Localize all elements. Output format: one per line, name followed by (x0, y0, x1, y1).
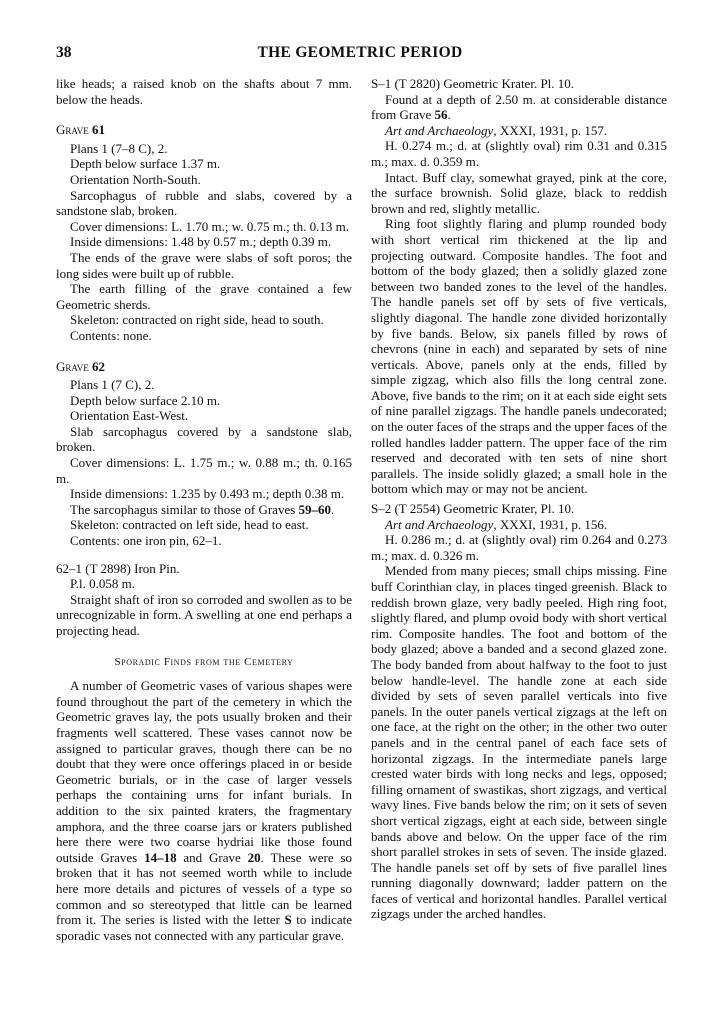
grave-61-inside: Inside dimensions: 1.48 by 0.57 m.; depth 0.39 m. (70, 234, 332, 250)
grave-61-heading: Grave 61 (56, 122, 105, 138)
running-title: THE GEOMETRIC PERIOD (257, 44, 463, 61)
grave-61-cover: Cover dimensions: L. 1.70 m.; w. 0.75 m.; th. 0.13 m. (70, 218, 350, 234)
page-number: 38 (56, 44, 72, 61)
continuation-text: like heads; a raised knob on the shafts about 7 mm. below the heads. (56, 76, 352, 107)
right-column (371, 76, 667, 922)
s1-found: Found at a depth of 2.50 m. at considerable distance from Grave 56. (371, 91, 667, 123)
sporadic-finds-text: A number of Geometric vases of various shapes were found throughout the part of the cemetery in which the Geometric graves lay, the pots usually broken and their fragments well scattered. These vases cannot now be assigned to particular graves, though there can be no doubt that they were once offerings placed in or beside Geometric burials, or in the case of larger vessels perhaps the containing urns for infant burials. In addition to the six painted kraters, the fragmentary amphora, and the three coarse jars or kraters published here there were two coarse hydriai like those found outside Graves 14–18 and Grave 20. These were so broken that it has not seemed worth while to include here more details and pictures of vessels of a type so common and so stereotyped that little can be learned from it. The series is listed with the letter S to indicate sporadic vases not connected with any particular grave. (56, 678, 353, 943)
s1-description: Ring foot slightly flaring and plump rounded body with short vertical rim thickened at the lip and projecting outward. Composite handles. The foot and bottom of the body glazed; then a solidly glazed zone between two banded zones to the level of the handles. The handle panels set off by sets of five verticals, slightly diagonal. The handle zone divided horizontally by five bands. Below, six panels filled by rows of chevrons (nine in each) and separated by sets of nine verticals. Above, panels only at the ends, filled by simple zigzag, which also fills the long central zone. Above, five bands to the rim; on it at each side eight sets of nine parallel zigzags. The handle panels undecorated; on the outer faces of the straps and the upper faces of the rolled handles ladder pattern. The upper face of the rim reserved and decorated with ten sets of nine short parallels. The inside solidly glazed; a small hole in the bottom which may or may not be ancient. (371, 216, 667, 497)
grave-62-depth: Depth below surface 2.10 m. (70, 392, 221, 408)
page-header (56, 44, 664, 66)
s1-reference: Art and Archaeology, XXXI, 1931, p. 157. (385, 122, 608, 138)
s2-reference: Art and Archaeology, XXXI, 1931, p. 156. (385, 516, 608, 532)
grave-62-contents: Contents: one iron pin, 62–1. (70, 533, 222, 549)
grave-61-orientation: Orientation North-South. (70, 171, 201, 187)
pin-description: Straight shaft of iron so corroded and swollen as to be unrecognizable in form. A swelling at one end perhaps a projecting head. (56, 591, 352, 638)
grave-61-depth: Depth below surface 1.37 m. (70, 156, 221, 172)
s2-heading: S–2 (T 2554) Geometric Krater, Pl. 10. (371, 501, 575, 517)
s1-condition: Intact. Buff clay, somewhat grayed, pink at the core, the surface brownish. Solid glaze, black to reddish brown and red, slightly metallic. (371, 169, 667, 216)
grave-61-skeleton: Skeleton: contracted on right side, head to south. (70, 312, 324, 328)
s1-heading: S–1 (T 2820) Geometric Krater. Pl. 10. (371, 76, 575, 91)
grave-62-similar: The sarcophagus similar to those of Graves 59–60. (70, 501, 335, 517)
sporadic-finds-heading: Sporadic Finds from the Cemetery (114, 655, 294, 668)
left-column (56, 76, 352, 943)
s1-dimensions: H. 0.274 m.; d. at (slightly oval) rim 0.31 and 0.315 m.; max. d. 0.359 m. (371, 138, 667, 169)
pin-size: P.l. 0.058 m. (70, 576, 136, 592)
grave-62-sarcophagus: Slab sarcophagus covered by a sandstone slab, broken. (56, 423, 352, 455)
grave-62-cover: Cover dimensions: L. 1.75 m.; w. 0.88 m.; th. 0.165 m. (56, 455, 352, 486)
s2-dimensions: H. 0.286 m.; d. at (slightly oval) rim 0.264 and 0.273 m.; max. d. 0.326 m. (371, 532, 667, 563)
grave-61-sarcophagus: Sarcophagus of rubble and slabs, covered by a sandstone slab, broken. (56, 187, 352, 219)
grave-61-contents: Contents: none. (70, 327, 152, 343)
grave-61-ends: The ends of the grave were slabs of soft poros; the long sides were built up of rubble. (56, 249, 352, 281)
pin-heading: 62–1 (T 2898) Iron Pin. (56, 560, 180, 576)
grave-61-filling: The earth filling of the grave contained a few Geometric sherds. (56, 281, 352, 312)
grave-62-plans: Plans 1 (7 C), 2. (70, 377, 155, 393)
grave-62-orientation: Orientation East-West. (70, 408, 189, 424)
grave-62-skeleton: Skeleton: contracted on left side, head to east. (70, 517, 309, 533)
grave-61-plans: Plans 1 (7–8 C), 2. (70, 140, 168, 156)
grave-62-heading: Grave 62 (56, 358, 105, 374)
grave-62-inside: Inside dimensions: 1.235 by 0.493 m.; depth 0.38 m. (70, 486, 345, 502)
s2-description: Mended from many pieces; small chips missing. Fine buff Corinthian clay, in places tinged greenish. Black to reddish brown glaze, very badly peeled. High ring foot, slightly flared, and plump ovoid body with short vertical rim. Composite handles. The foot and bottom of the body glazed; above a banded and a second glazed zone. The body banded from about halfway to the foot to just below handle-level. The handle zone at each side divided by sets of seven parallel verticals into five panels. In the outer panels vertical zigzags at the left on one face, at the right on the other; in the other two outer panels and in the central panel of each face sets of horizontal zigzags. In the intermediate panels large crested water birds with long necks and legs, opposed; filling ornament of swastikas, short zigzags, and vertical wavy lines. Five bands below the rim; on it sets of seven short vertical zigzags, eight at each side, between single bands above and below. On the upper face of the rim short parallel strokes in sets of seven. The inside glazed. The handle panels set off by sets of five parallel lines running diagonally downward; ladder pattern on the faces of vertical and horizontal handles. Parallel vertical zigzags under the arched handles. (371, 563, 667, 922)
